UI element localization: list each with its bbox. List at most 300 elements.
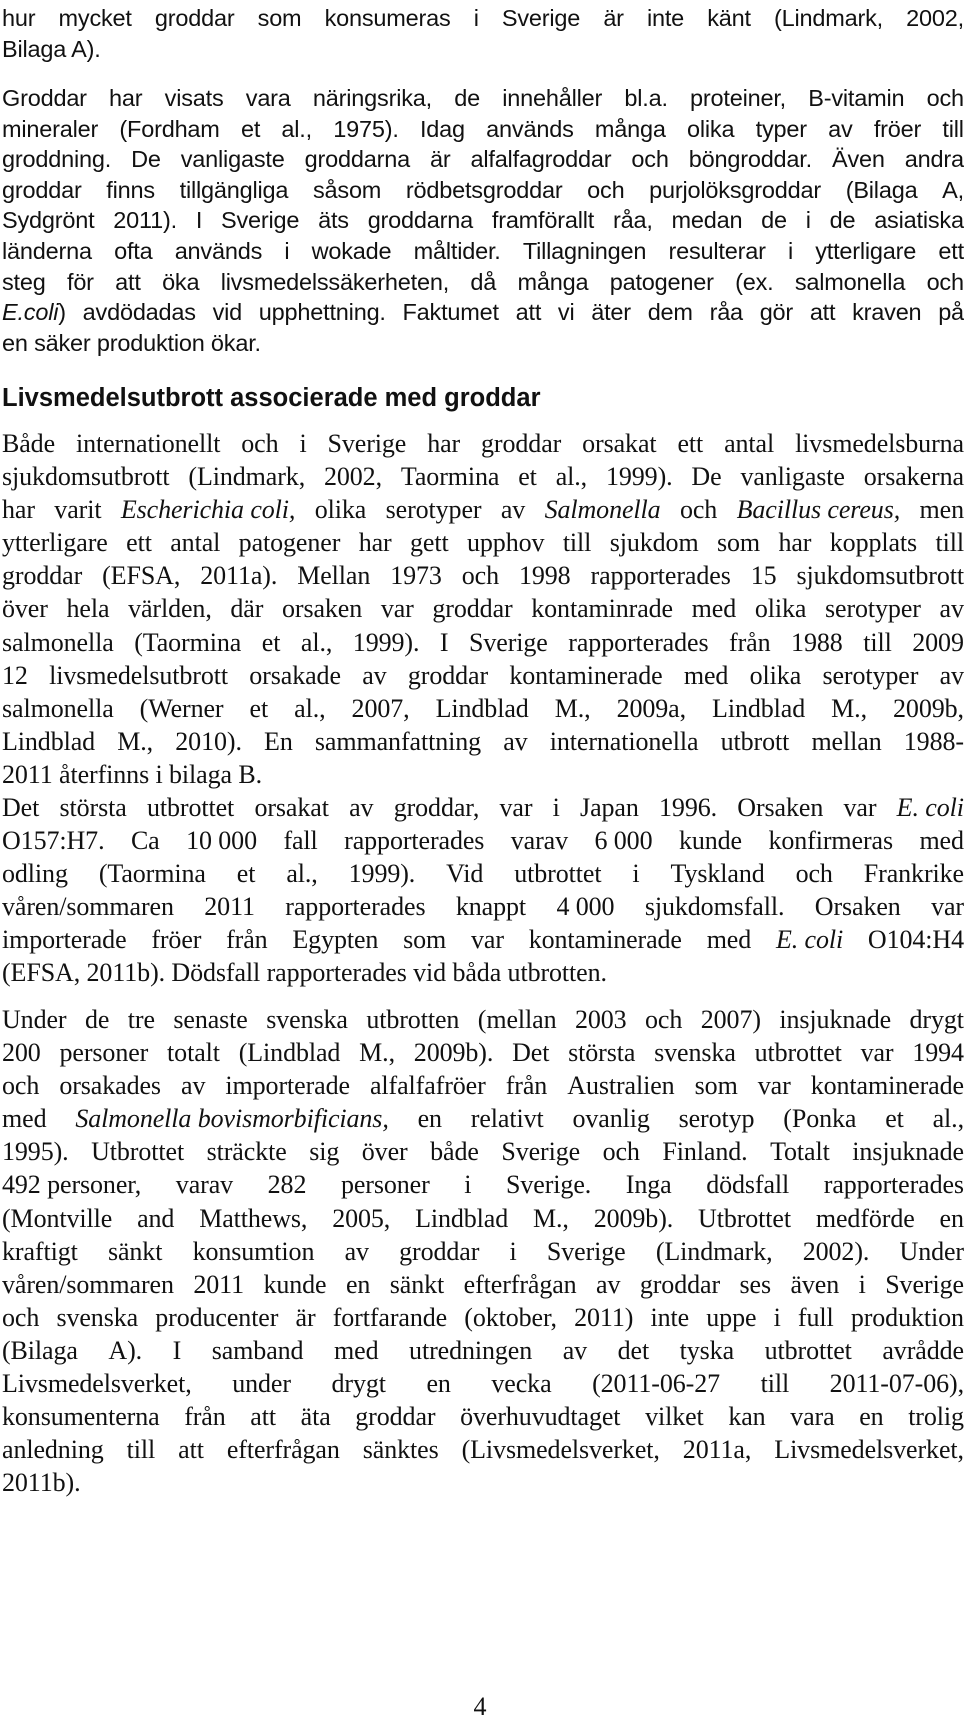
word: 1995). <box>2 1137 69 1167</box>
word: till <box>562 528 592 558</box>
word: med <box>2 1104 47 1134</box>
word: Escherichia coli, <box>120 495 296 525</box>
word: fortfarande <box>332 1302 448 1332</box>
word: 2009b). <box>413 1038 494 1068</box>
word: som <box>257 5 302 31</box>
word: (Ponka <box>783 1104 857 1134</box>
word: Sverige <box>327 429 407 458</box>
word: avrådde <box>882 1335 964 1365</box>
word: har <box>427 429 461 458</box>
word: är <box>603 5 624 31</box>
word: en <box>426 1369 451 1399</box>
word: vara <box>790 1402 835 1432</box>
word: där <box>230 594 264 624</box>
word: (EFSA, 2011b). Dödsfall rapporterades vid båda utbrotten. <box>2 958 607 988</box>
word: tillgängliga <box>179 176 289 203</box>
word: öka <box>162 268 200 295</box>
word: ett <box>938 237 964 264</box>
word: upphettning. <box>258 299 386 326</box>
word: råa <box>709 299 743 326</box>
word: de <box>829 207 856 234</box>
text-line <box>2 328 964 359</box>
word: och <box>602 1137 640 1167</box>
word: M., <box>533 1203 569 1233</box>
word: visats <box>164 85 224 111</box>
word: i <box>299 429 307 458</box>
word: hur <box>2 5 36 31</box>
word: De <box>131 146 161 173</box>
word: Sverige <box>885 1269 964 1299</box>
text-line <box>2 1400 964 1433</box>
word: wokade <box>311 237 392 264</box>
word: sänktes <box>362 1435 439 1465</box>
word: att <box>809 299 836 326</box>
word: Under <box>899 1236 964 1266</box>
text-line <box>2 1301 964 1334</box>
word: personer <box>340 1170 430 1200</box>
word: Sverige <box>501 5 581 31</box>
word: full <box>797 1302 834 1332</box>
word: av <box>939 594 964 624</box>
word: mellan <box>811 726 882 756</box>
word: internationella <box>549 726 699 756</box>
word: sjukdom <box>609 528 699 558</box>
word: har <box>358 528 392 558</box>
word: groddar <box>481 429 562 458</box>
word: Både <box>2 429 56 458</box>
word: serotyper <box>824 594 921 624</box>
word: sträckte <box>206 1137 287 1167</box>
word: var <box>380 594 414 624</box>
word: är <box>295 1302 316 1332</box>
word: utbrottet <box>754 1038 842 1068</box>
text-line <box>2 791 964 824</box>
word: serotyper <box>822 660 919 690</box>
word: Japan <box>580 793 639 822</box>
text-line <box>2 427 964 460</box>
text-line <box>2 1168 964 1201</box>
word: 2011 <box>193 1269 244 1299</box>
text-line <box>2 1003 964 1036</box>
word: utbrotten <box>366 1005 460 1034</box>
word: rapporterades <box>590 561 731 591</box>
word: utbrott <box>720 726 790 756</box>
word: M., <box>831 693 867 723</box>
word: äter <box>591 299 631 326</box>
word: utbrottet <box>764 1335 852 1365</box>
word: kraftigt <box>2 1236 78 1266</box>
text-line <box>2 460 964 493</box>
word: 2009b, <box>893 693 964 723</box>
word: till <box>760 1369 790 1399</box>
text-line <box>2 3 964 34</box>
word: and <box>137 1203 175 1233</box>
word: et <box>261 627 281 657</box>
word: rapporterades <box>823 1170 964 1200</box>
word: finns <box>106 176 155 203</box>
word: våren/sommaren <box>2 1269 174 1299</box>
word: patogener <box>609 268 714 295</box>
word: orsakat <box>254 793 329 822</box>
word: såsom <box>312 176 382 203</box>
word: 2011a). <box>200 561 278 591</box>
word: 2003 <box>574 1005 627 1034</box>
text-line <box>2 1268 964 1301</box>
word: många <box>594 115 666 142</box>
word: med <box>683 660 729 690</box>
word: i <box>552 793 560 822</box>
word: (Taormina <box>98 859 206 889</box>
word: böngroddar. <box>688 146 812 173</box>
word: som <box>694 1071 738 1101</box>
word: alfalfagroddar <box>470 146 612 173</box>
word: över <box>361 1137 408 1167</box>
word: kopplats <box>829 528 918 558</box>
word: och <box>926 268 964 295</box>
word: i <box>284 237 290 264</box>
word: olika <box>749 660 802 690</box>
word: mineraler <box>2 115 99 142</box>
text-line <box>2 34 964 65</box>
page-number: 4 <box>473 1692 487 1721</box>
text-line <box>2 923 964 956</box>
word: 15 <box>750 561 777 591</box>
text-line <box>2 83 964 114</box>
text-line <box>2 1102 964 1135</box>
word: insjuknade <box>852 1137 964 1167</box>
word: och <box>587 176 625 203</box>
text-line <box>2 1135 964 1168</box>
word: orsakat <box>582 429 657 458</box>
word: medan <box>671 207 743 234</box>
word: framförallt <box>491 207 595 234</box>
word: används <box>486 115 574 142</box>
word: och <box>926 85 964 111</box>
word: trolig <box>908 1402 964 1432</box>
word: I <box>195 207 203 234</box>
swedish-outbreaks-paragraph <box>2 1003 964 1499</box>
word: al., <box>932 1104 964 1134</box>
word: 1999). <box>348 859 416 889</box>
word: orsakerna <box>863 462 964 492</box>
intro-paragraph <box>2 3 964 64</box>
word: och <box>679 495 718 525</box>
word: kunde <box>263 1269 327 1299</box>
word: Egypten <box>292 925 379 955</box>
word: knappt <box>455 892 527 922</box>
word: avdödadas <box>82 299 196 326</box>
word: i <box>632 859 640 889</box>
word: även <box>790 1269 840 1299</box>
word: vanligaste <box>180 146 285 173</box>
word: Sverige <box>469 627 548 657</box>
word: 2011 <box>204 892 255 922</box>
word: Orsaken <box>814 892 901 922</box>
word: E. coli <box>775 925 844 955</box>
word: 1999). <box>605 462 673 492</box>
word: 282 <box>267 1170 307 1200</box>
word: (Bilaga <box>845 176 918 203</box>
word: många <box>517 268 589 295</box>
word: groddar <box>2 561 83 591</box>
word: (oktober, <box>464 1302 557 1332</box>
word: som <box>403 925 447 955</box>
word: Lindblad <box>435 693 529 723</box>
text-line <box>2 114 964 145</box>
text-line <box>2 1367 964 1400</box>
word: var <box>843 793 877 822</box>
word: 12 <box>2 660 28 690</box>
word: används <box>174 237 263 264</box>
word: 10 000 <box>186 826 257 856</box>
word: 2007, <box>351 693 410 723</box>
word: äta <box>300 1402 331 1432</box>
word: men <box>919 495 964 525</box>
word: (Lindmark, <box>655 1236 773 1266</box>
word: kontaminrade <box>531 594 673 624</box>
word: har <box>778 528 812 558</box>
word: 2005, <box>332 1203 391 1233</box>
word: samband <box>211 1335 304 1365</box>
word: 2009a, <box>616 693 687 723</box>
word: drygt <box>909 1005 964 1034</box>
word: var <box>499 793 533 822</box>
word: De <box>691 462 722 492</box>
word: Mellan <box>297 561 371 591</box>
word: Sydgrönt <box>2 207 95 234</box>
word: A, <box>942 176 964 203</box>
word: (Lindblad <box>238 1038 341 1068</box>
word: Livsmedelsverket, <box>774 1435 964 1465</box>
word: en <box>417 1104 442 1134</box>
word: al., <box>286 859 318 889</box>
word: sjukdomsfall. <box>644 892 785 922</box>
word: Det <box>2 793 40 822</box>
word: ovanlig <box>572 1104 650 1134</box>
word: och <box>461 561 500 591</box>
word: alfalfafröer <box>369 1071 486 1101</box>
text-line <box>2 297 964 328</box>
word: O104:H4 <box>867 925 964 955</box>
word: av <box>503 726 528 756</box>
word: groddar <box>154 5 235 31</box>
word: purjolöksgroddar <box>649 176 821 203</box>
word: för <box>66 268 94 295</box>
word: relativt <box>470 1104 544 1134</box>
word: salmonella <box>794 268 906 295</box>
word: överhuvudtaget <box>460 1402 621 1432</box>
word: importerade <box>2 925 127 955</box>
word: M., <box>117 726 154 756</box>
word: 1975). <box>333 115 399 142</box>
word: ofta <box>114 237 153 264</box>
word: (Fordham <box>119 115 220 142</box>
word: I <box>439 627 449 657</box>
word: et <box>885 1104 904 1134</box>
word: i <box>787 237 793 264</box>
word: Utbrottet <box>91 1137 185 1167</box>
word: producenter <box>155 1302 279 1332</box>
word: och <box>241 429 279 458</box>
word: varit <box>54 495 102 525</box>
word: upphov <box>467 528 545 558</box>
word: vid <box>212 299 243 326</box>
word: anledning <box>2 1435 104 1465</box>
word: från <box>184 1402 226 1432</box>
word: groddar <box>639 1269 721 1299</box>
word: uppe <box>706 1302 757 1332</box>
word: dem <box>647 299 693 326</box>
word: av <box>828 115 853 142</box>
word: 2011b). <box>2 1468 81 1498</box>
word: efterfrågan <box>226 1435 340 1465</box>
word: antal <box>170 528 221 558</box>
word: resulterar <box>668 237 766 264</box>
word: (Lindmark, <box>188 462 306 492</box>
word: groddar <box>2 176 82 203</box>
word: 2010). <box>175 726 242 756</box>
word: till <box>863 627 892 657</box>
text-line <box>2 1433 964 1466</box>
word: (2011-06-27 <box>592 1369 721 1399</box>
word: M., <box>359 1038 395 1068</box>
word: är <box>429 146 451 173</box>
word: insjuknade <box>779 1005 892 1034</box>
word: rapporterades <box>344 826 485 856</box>
word: et <box>240 115 261 142</box>
text-line <box>2 626 964 659</box>
word: Tillagningen <box>522 237 647 264</box>
word: orsaken <box>281 594 363 624</box>
word: produktion <box>850 1302 964 1332</box>
word: hela <box>66 594 110 624</box>
word: fröer <box>151 925 202 955</box>
word: i <box>464 1170 472 1200</box>
text-line <box>2 175 964 206</box>
word: Australien <box>567 1071 675 1101</box>
word: groddning. <box>2 146 112 173</box>
word: ytterligare <box>2 528 108 558</box>
word: Faktumet <box>402 299 499 326</box>
word: al., <box>300 627 333 657</box>
word: våren/sommaren <box>2 892 174 922</box>
word: I <box>172 1335 182 1365</box>
word: i <box>473 5 479 31</box>
text-line <box>2 1466 964 1499</box>
word: 2009 <box>912 627 964 657</box>
word: av <box>181 1071 206 1101</box>
text-line <box>2 1069 964 1102</box>
word: konsumeras <box>324 5 451 31</box>
word: rödbetsgroddar <box>405 176 563 203</box>
word: odling <box>2 859 68 889</box>
word: kan <box>728 1402 766 1432</box>
word: medförde <box>815 1203 915 1233</box>
word: totalt <box>167 1038 220 1068</box>
word: Sverige <box>501 1137 581 1167</box>
word: dödsfall <box>706 1170 790 1200</box>
word: Taormina <box>400 462 500 492</box>
word: har <box>109 85 143 111</box>
word: Salmonella <box>544 495 661 525</box>
word: Groddar <box>2 85 87 111</box>
word: konfirmeras <box>768 826 893 856</box>
word: Lindblad <box>712 693 806 723</box>
word: (Bilaga <box>2 1335 78 1365</box>
word: andra <box>904 146 964 173</box>
word: största <box>59 793 127 822</box>
word: till <box>126 1435 156 1465</box>
text-line <box>2 1202 964 1235</box>
word: Tyskland <box>670 859 765 889</box>
word: näringsrika, <box>312 85 432 111</box>
word: 2011 återfinns i bilaga B. <box>2 759 262 789</box>
word: Lindblad <box>415 1203 509 1233</box>
word: En <box>264 726 293 756</box>
word: inte <box>650 1302 690 1332</box>
word: B-vitamin <box>808 85 905 111</box>
text-line <box>2 1036 964 1069</box>
text-line <box>2 1334 964 1367</box>
word: till <box>935 528 964 558</box>
word: och <box>631 146 669 173</box>
word: var <box>757 1071 791 1101</box>
word: varav <box>510 826 569 856</box>
text-line <box>2 956 964 989</box>
word: Orsaken <box>737 793 824 822</box>
word: sänkt <box>389 1269 445 1299</box>
word: 1988 <box>791 627 843 657</box>
word: E. coli <box>896 793 964 822</box>
word: en <box>345 1269 371 1299</box>
word: av <box>362 660 387 690</box>
word: en <box>939 1203 964 1233</box>
word: personer <box>59 1038 149 1068</box>
word: att <box>250 1402 276 1432</box>
word: på <box>938 299 964 326</box>
word: rapporterades <box>568 627 709 657</box>
word: livsmedelsutbrott <box>49 660 228 690</box>
word: och <box>645 1005 683 1034</box>
word: måltider. <box>413 237 501 264</box>
word: senaste <box>173 1005 248 1034</box>
text-line <box>2 890 964 923</box>
word: från <box>729 627 771 657</box>
word: i <box>858 1269 866 1299</box>
word: med <box>691 594 737 624</box>
word: Sverige. <box>506 1170 592 1200</box>
word: ytterligare <box>815 237 917 264</box>
word: 2002, <box>323 462 382 492</box>
word: 2011-07-06), <box>829 1369 964 1399</box>
word: Livsmedelsverket, <box>2 1369 192 1399</box>
word: under <box>232 1369 291 1399</box>
text-line <box>2 144 964 175</box>
largest-outbreak-paragraph <box>2 791 964 990</box>
word: gör <box>759 299 794 326</box>
word: och <box>795 859 833 889</box>
word: fröer <box>873 115 922 142</box>
word: salmonella <box>2 627 114 657</box>
word: inte <box>646 5 685 31</box>
word: drygt <box>331 1369 386 1399</box>
word: Det <box>512 1038 550 1068</box>
word: Även <box>831 146 885 173</box>
sprouts-nutrition-paragraph <box>2 83 964 358</box>
word: av <box>939 660 964 690</box>
word: Under <box>2 1005 67 1034</box>
word: äts <box>318 207 349 234</box>
